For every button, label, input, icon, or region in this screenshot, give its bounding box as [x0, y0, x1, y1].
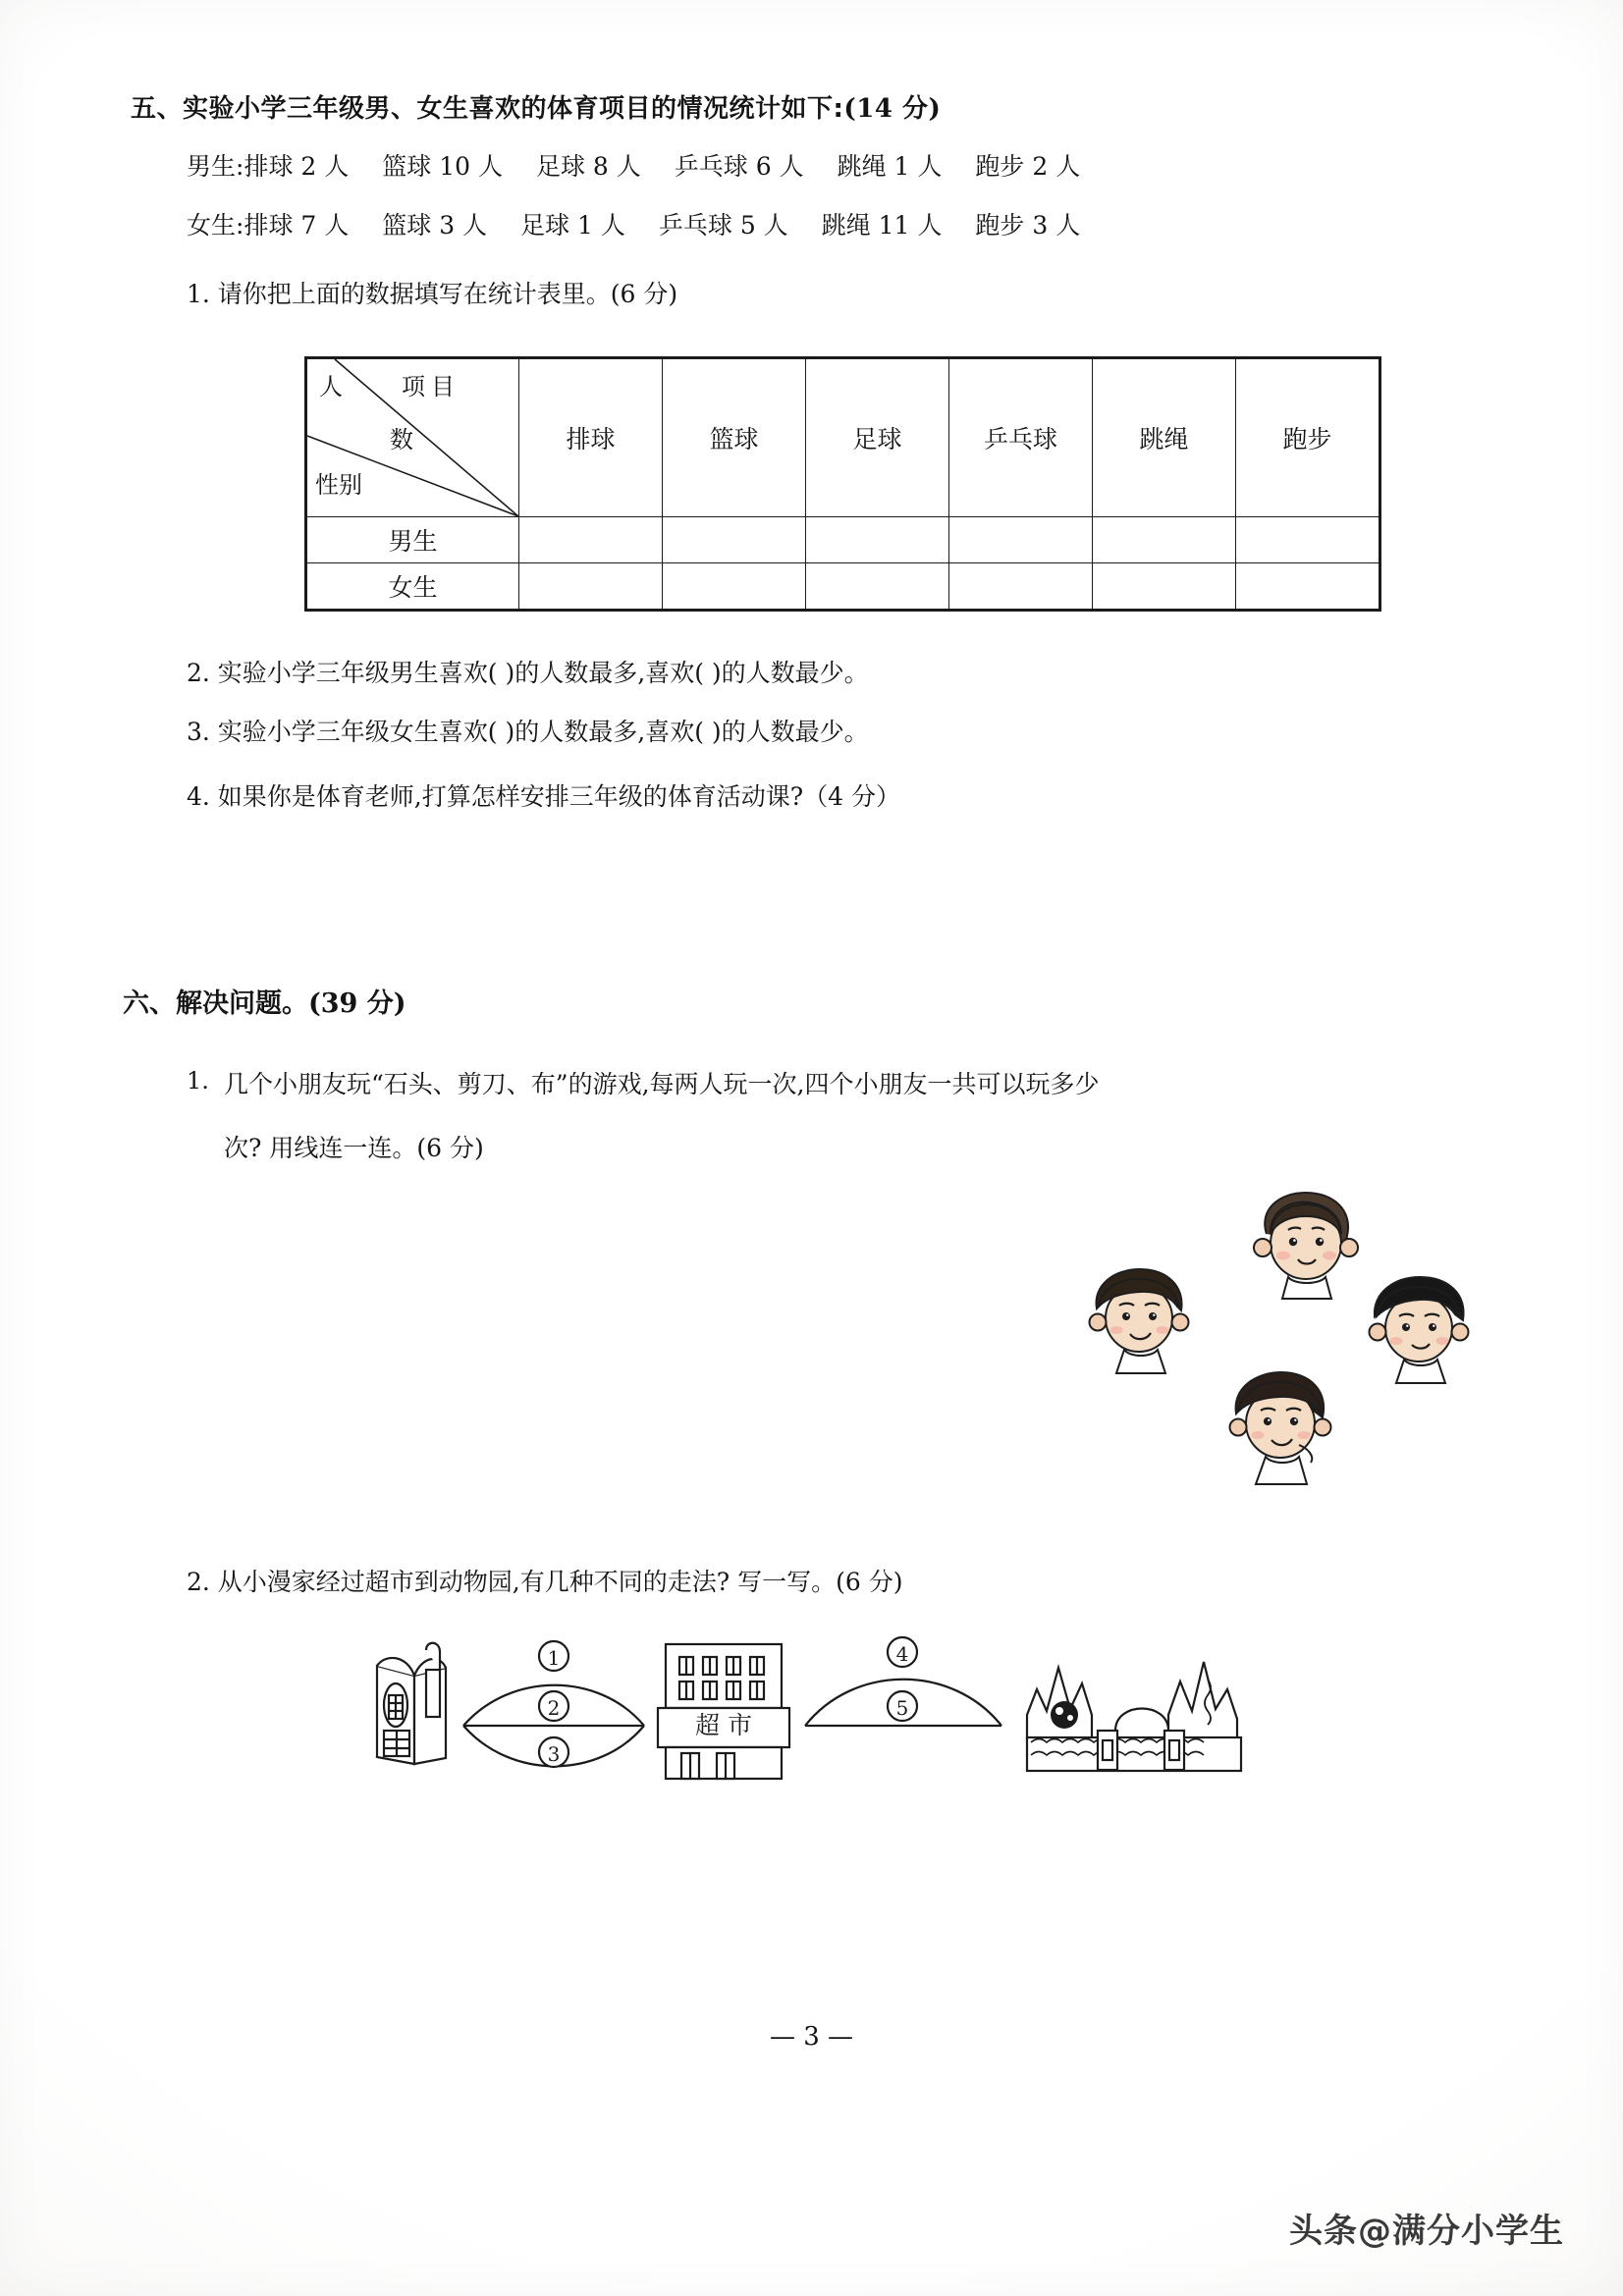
- girls-item-basketball: 篮球 3 人: [382, 211, 488, 240]
- boys-data-line: [187, 147, 1113, 183]
- section-five-title-text: 实验小学三年级男、女生喜欢的体育项目的情况统计如下:: [183, 94, 844, 124]
- child-boy-left: [1075, 1261, 1203, 1374]
- section-six-heading: [123, 982, 406, 1020]
- column-header-basketball: 篮球: [663, 359, 806, 517]
- row-label-boys: 男生: [307, 517, 519, 563]
- cell-girls-basketball[interactable]: [663, 563, 806, 610]
- cell-girls-running[interactable]: [1236, 563, 1380, 610]
- column-header-ropeskipping: 跳绳: [1093, 359, 1236, 517]
- cell-boys-ropeskipping[interactable]: [1093, 517, 1236, 563]
- corner-label-gender: 性别: [315, 471, 362, 499]
- route-label-1: 1: [547, 1646, 561, 1670]
- column-header-volleyball: 排球: [519, 359, 663, 517]
- section-six-score: (39 分): [308, 988, 406, 1019]
- corner-label-count: 数: [390, 426, 413, 454]
- child-boy-bottom: [1213, 1364, 1350, 1487]
- girls-item-volleyball: 排球 7 人: [243, 211, 350, 240]
- section-five-heading: [131, 88, 941, 125]
- statistics-table[interactable]: [304, 356, 1381, 612]
- girls-item-running: 跑步 3 人: [975, 211, 1081, 240]
- child-girl-top: [1237, 1183, 1375, 1301]
- question-6-2: 2. 从小漫家经过超市到动物园,有几种不同的走法? 写一写。(6 分): [187, 1568, 903, 1596]
- children-illustration-group: [1031, 1183, 1443, 1536]
- cell-boys-basketball[interactable]: [663, 517, 806, 563]
- boys-item-soccer: 足球 8 人: [535, 152, 641, 181]
- column-header-soccer: 足球: [806, 359, 949, 517]
- boys-label: 男生:: [187, 152, 244, 181]
- boys-item-volleyball: 排球 2 人: [243, 152, 350, 181]
- section-five-score: (14 分): [843, 94, 942, 124]
- boys-item-basketball: 篮球 10 人: [382, 152, 503, 181]
- house-icon: [377, 1643, 446, 1764]
- cell-girls-volleyball[interactable]: [519, 563, 663, 610]
- question-5-3: 3. 实验小学三年级女生喜欢( )的人数最多,喜欢( )的人数最少。: [187, 718, 869, 746]
- question-6-1-number: 1.: [187, 1067, 209, 1095]
- cell-boys-tabletennis[interactable]: [949, 517, 1093, 563]
- cell-girls-ropeskipping[interactable]: [1093, 563, 1236, 610]
- girls-label: 女生:: [187, 211, 244, 240]
- route-label-2: 2: [547, 1696, 561, 1720]
- table-row: [307, 563, 1380, 610]
- column-header-running: 跑步: [1236, 359, 1380, 517]
- table-header-row: [307, 359, 1380, 517]
- watermark: [1289, 2204, 1564, 2252]
- girls-data-line: [187, 206, 1113, 241]
- section-six-title-text: 解决问题。: [176, 988, 308, 1019]
- question-6-1-line1: 几个小朋友玩“石头、剪刀、布”的游戏,每两人玩一次,四个小朋友一共可以玩多少: [224, 1070, 1100, 1098]
- question-5-4: 4. 如果你是体育老师,打算怎样安排三年级的体育活动课?（4 分）: [187, 782, 901, 811]
- girls-item-tabletennis: 乒乓球 5 人: [658, 211, 788, 240]
- section-six-prefix: 六、: [123, 988, 176, 1019]
- question-5-1: 1. 请你把上面的数据填写在统计表里。(6 分): [187, 280, 678, 308]
- zoo-icon: [1027, 1662, 1241, 1771]
- page-number: — 3 —: [769, 2022, 854, 2052]
- boys-item-ropeskipping: 跳绳 1 人: [837, 152, 943, 181]
- route-diagram: [324, 1625, 1316, 1787]
- boys-item-tabletennis: 乒乓球 6 人: [674, 152, 804, 181]
- corner-label-person: 人: [319, 373, 343, 400]
- cell-boys-soccer[interactable]: [806, 517, 949, 563]
- question-6-1-line2: 次? 用线连一连。(6 分): [224, 1134, 484, 1162]
- cell-boys-volleyball[interactable]: [519, 517, 663, 563]
- route-label-4: 4: [895, 1642, 909, 1666]
- route-label-5: 5: [895, 1696, 909, 1720]
- watermark-text: 头条@满分小学生: [1289, 2212, 1564, 2251]
- route-label-3: 3: [547, 1742, 561, 1766]
- supermarket-label: 超 市: [695, 1711, 752, 1739]
- girls-item-ropeskipping: 跳绳 11 人: [821, 211, 943, 240]
- cell-girls-tabletennis[interactable]: [949, 563, 1093, 610]
- table-row: [307, 517, 1380, 563]
- column-header-tabletennis: 乒乓球: [949, 359, 1093, 517]
- corner-label-project: 项目: [402, 373, 460, 400]
- section-five-prefix: 五、: [131, 94, 184, 124]
- cell-girls-soccer[interactable]: [806, 563, 949, 610]
- cell-boys-running[interactable]: [1236, 517, 1380, 563]
- question-5-2: 2. 实验小学三年级男生喜欢( )的人数最多,喜欢( )的人数最少。: [187, 659, 869, 687]
- row-label-girls: 女生: [307, 563, 519, 610]
- child-boy-right: [1355, 1271, 1483, 1384]
- table-corner-cell: [307, 359, 519, 517]
- boys-item-running: 跑步 2 人: [975, 152, 1081, 181]
- girls-item-soccer: 足球 1 人: [520, 211, 625, 240]
